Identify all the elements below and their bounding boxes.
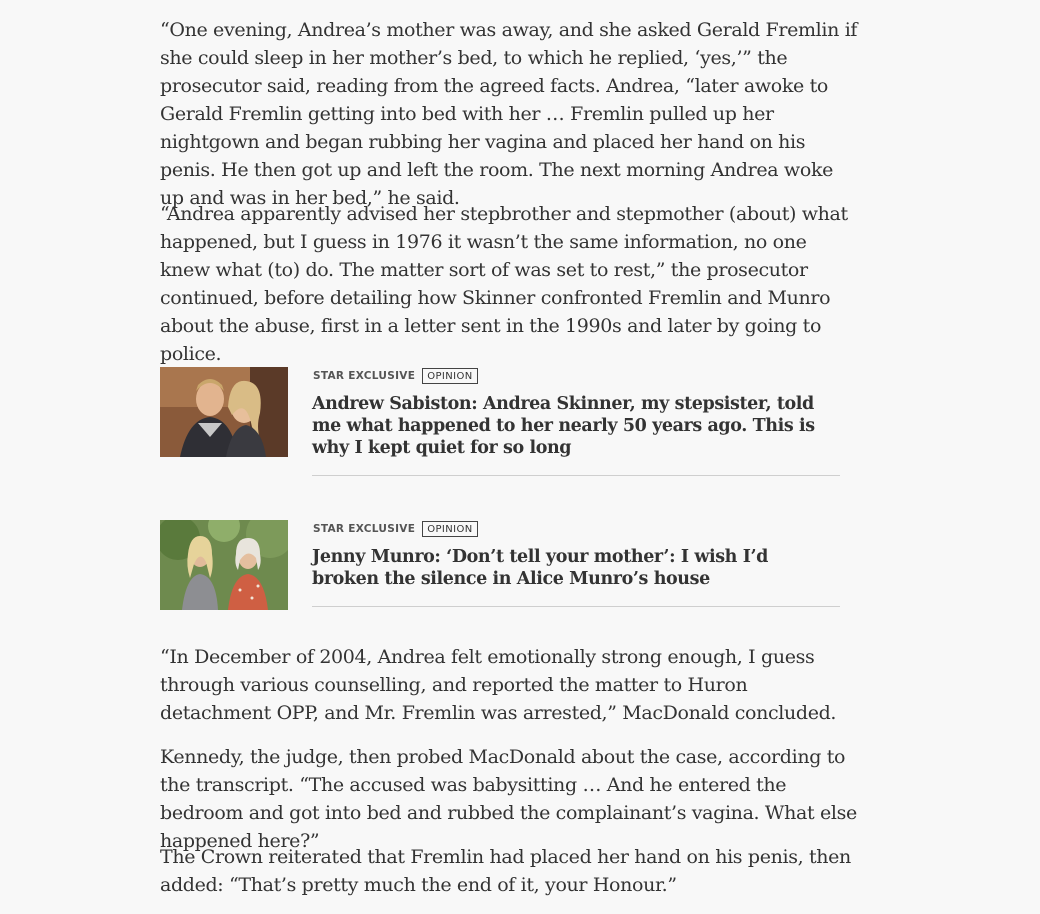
related-story-thumbnail[interactable]	[160, 367, 288, 457]
related-story-kicker	[312, 520, 840, 538]
related-story-title-link[interactable]: Andrew Sabiston: Andrea Skinner, my stepsister, told me what happened to her nearly 50 years ago. This is why I kept quiet for so long	[312, 394, 815, 458]
article-paragraph: “Andrea apparently advised her stepbrother and stepmother (about) what happened, but I guess in 1976 it wasn’t the same information, no one knew what (to) do. The matter sort of was set to rest,” the prosecutor continued, before detailing how Skinner confronted Fremlin and Munro about the abuse, first in a letter sent in the 1990s and later by going to police.	[160, 203, 848, 365]
related-story-card[interactable]	[160, 367, 850, 477]
kicker-label: STAR EXCLUSIVE	[313, 370, 416, 382]
related-story-kicker	[312, 367, 840, 385]
article-paragraph: The Crown reiterated that Fremlin had placed her hand on his penis, then added: “That’s pretty much the end of it, your Honour.”	[160, 846, 851, 896]
article-paragraph: “One evening, Andrea’s mother was away, and she asked Gerald Fremlin if she could sleep in her mother’s bed, to which he replied, ‘yes,’” the prosecutor said, reading from the agreed facts. Andrea, “later awoke to Gerald Fremlin getting into bed with her … Fremlin pulled up her nightgown and began rubbing her vagina and placed her hand on his penis. He then got up and left the room. The next morning Andrea woke up and was in her bed,” he said.	[160, 19, 858, 209]
related-story-thumbnail[interactable]	[160, 520, 288, 610]
opinion-badge: OPINION	[422, 368, 477, 384]
divider	[312, 475, 840, 476]
divider	[312, 606, 840, 607]
article-paragraph: “In December of 2004, Andrea felt emotionally strong enough, I guess through various counselling, and reported the matter to Huron detachment OPP, and Mr. Fremlin was arrested,” MacDonald concluded.	[160, 646, 837, 724]
opinion-badge: OPINION	[422, 521, 477, 537]
related-story-card[interactable]	[160, 520, 850, 630]
article-paragraph: Kennedy, the judge, then probed MacDonald about the case, according to the transcript. “The accused was babysitting … And he entered the bedroom and got into bed and rubbed the complainant’s vagina. What else happened here?”	[160, 746, 857, 852]
kicker-label: STAR EXCLUSIVE	[313, 523, 416, 535]
related-story-title-link[interactable]: Jenny Munro: ‘Don’t tell your mother’: I wish I’d broken the silence in Alice Munro’s house	[312, 547, 769, 589]
